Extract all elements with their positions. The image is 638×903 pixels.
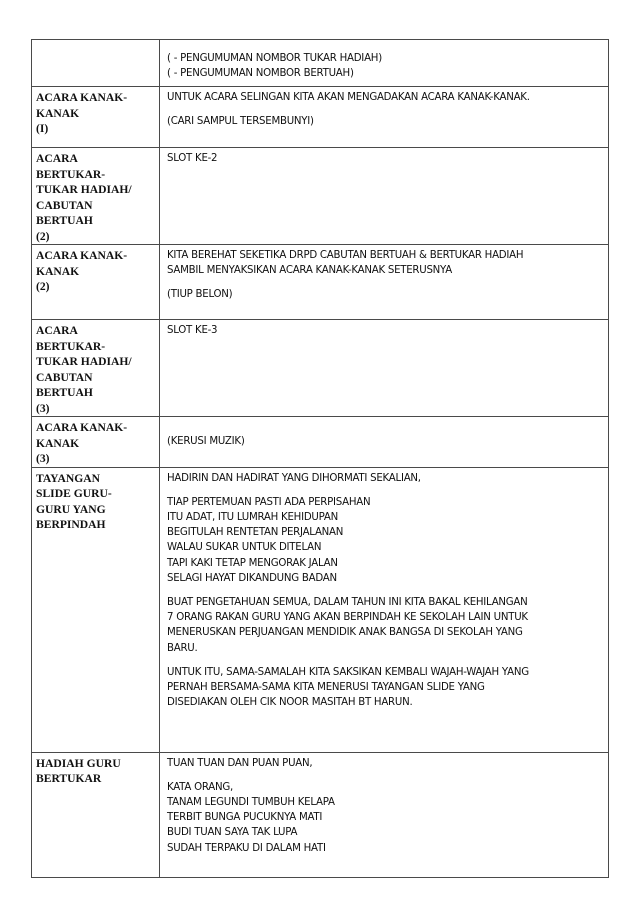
row-content-line: ITU ADAT, ITU LUMRAH KEHIDUPAN [167, 511, 338, 523]
row-label-line: BERTUAH [36, 386, 93, 399]
row-content-line: PERNAH BERSAMA-SAMA KITA MENERUSI TAYANGAN SLIDE YANG [167, 681, 485, 693]
row-content [160, 87, 609, 148]
row-label-line: (I) [36, 122, 49, 135]
row-label-line: GURU YANG [36, 502, 106, 516]
row-content-line: TUAN TUAN DAN PUAN PUAN, [167, 757, 313, 769]
row-content-line: BARU. [167, 642, 198, 654]
row-content [160, 417, 609, 468]
row-label-line: CABUTAN [36, 370, 93, 384]
row-content-line: TIAP PERTEMUAN PASTI ADA PERPISAHAN [167, 496, 371, 508]
row-content-line: WALAU SUKAR UNTUK DITELAN [167, 542, 322, 554]
row-content [160, 148, 609, 245]
row-content-line: (KERUSI MUZIK) [167, 436, 245, 447]
row-label-line: ACARA KANAK- [36, 421, 128, 434]
row-content-line: SUDAH TERPAKU DI DALAM HATI [167, 842, 326, 854]
row-label-line: ACARA KANAK- [36, 91, 128, 104]
row-content-line: 7 ORANG RAKAN GURU YANG AKAN BERPINDAH KE SEKOLAH LAIN UNTUK [167, 612, 528, 624]
row-content-line: HADIRIN DAN HADIRAT YANG DIHORMATI SEKALIAN, [167, 472, 421, 484]
row-label [32, 320, 160, 417]
row-label-line: KANAK [36, 264, 80, 278]
row-label-line: BERTUKAR- [36, 339, 106, 353]
row-label-line: ACARA KANAK- [36, 249, 128, 262]
table-row [32, 320, 609, 417]
row-label [32, 467, 160, 752]
table-row [32, 148, 609, 245]
row-label-line: ACARA [36, 152, 78, 165]
row-content [160, 752, 609, 877]
row-content-line: TANAM LEGUNDI TUMBUH KELAPA [167, 796, 335, 808]
row-content-line: KATA ORANG, [167, 781, 233, 793]
row-content [160, 245, 609, 320]
row-content [160, 467, 609, 752]
row-label-line: (3) [36, 452, 50, 465]
row-content-line: SLOT KE-2 [167, 153, 218, 164]
row-label-line: CABUTAN [36, 198, 93, 212]
row-label-line: (3) [36, 401, 50, 415]
row-content-line: UNTUK ACARA SELINGAN KITA AKAN MENGADAKAN ACARA KANAK-KANAK. [167, 92, 530, 103]
row-content-line: ( - PENGUMUMAN NOMBOR TUKAR HADIAH) [167, 53, 382, 64]
row-content-line: SAMBIL MENYAKSIKAN ACARA KANAK-KANAK SETERUSNYA [167, 265, 452, 277]
row-label-line: KANAK [36, 106, 80, 120]
row-content-line: BEGITULAH RENTETAN PERJALANAN [167, 527, 344, 539]
row-content-line: BUAT PENGETAHUAN SEMUA, DALAM TAHUN INI KITA BAKAL KEHILANGAN [167, 596, 528, 608]
row-label-line: BERTUKAR [36, 772, 102, 785]
row-label-line: ACARA [36, 324, 78, 337]
row-content-line: MENERUSKAN PERJUANGAN MENDIDIK ANAK BANGSA DI SEKOLAH YANG [167, 627, 523, 639]
row-label-line: TUKAR HADIAH/ [36, 355, 132, 368]
program-table [31, 39, 609, 878]
row-label-line: HADIAH GURU [36, 756, 121, 770]
row-label [32, 245, 160, 320]
table-row [32, 417, 609, 468]
row-content-line: UNTUK ITU, SAMA-SAMALAH KITA SAKSIKAN KEMBALI WAJAH-WAJAH YANG [167, 666, 529, 678]
row-label-line: BERTUAH [36, 214, 93, 227]
row-label-line: BERTUKAR- [36, 167, 106, 181]
row-label-line: BERPINDAH [36, 518, 106, 531]
row-content-line: DISEDIAKAN OLEH CIK NOOR MASITAH BT HARUN. [167, 697, 413, 709]
row-label-line: (2) [36, 280, 50, 293]
table-row [32, 467, 609, 752]
table-row [32, 245, 609, 320]
table-row [32, 40, 609, 87]
row-label-line: TUKAR HADIAH/ [36, 183, 132, 196]
row-label-line: KANAK [36, 436, 80, 450]
row-content [160, 320, 609, 417]
row-content [160, 40, 609, 87]
row-label-line: (2) [36, 229, 50, 243]
table-row [32, 87, 609, 148]
row-content-line: TAPI KAKI TETAP MENGORAK JALAN [167, 557, 338, 569]
row-content-line: BUDI TUAN SAYA TAK LUPA [167, 827, 298, 839]
row-label [32, 148, 160, 245]
row-label [32, 40, 160, 87]
row-content-line: (TIUP BELON) [167, 289, 233, 301]
row-label-line: SLIDE GURU- [36, 487, 112, 500]
row-label [32, 752, 160, 877]
row-content-line: (CARI SAMPUL TERSEMBUNYI) [167, 116, 314, 128]
row-content-line: SELAGI HAYAT DIKANDUNG BADAN [167, 572, 337, 584]
row-content-line: SLOT KE-3 [167, 325, 218, 336]
row-content-line: ( - PENGUMUMAN NOMBOR BERTUAH) [167, 68, 354, 80]
row-label [32, 87, 160, 148]
table-row [32, 752, 609, 877]
row-content-line: TERBIT BUNGA PUCUKNYA MATI [167, 812, 323, 824]
row-content-line: KITA BEREHAT SEKETIKA DRPD CABUTAN BERTUAH & BERTUKAR HADIAH [167, 250, 524, 261]
row-label [32, 417, 160, 468]
row-label-line: TAYANGAN [36, 471, 100, 485]
